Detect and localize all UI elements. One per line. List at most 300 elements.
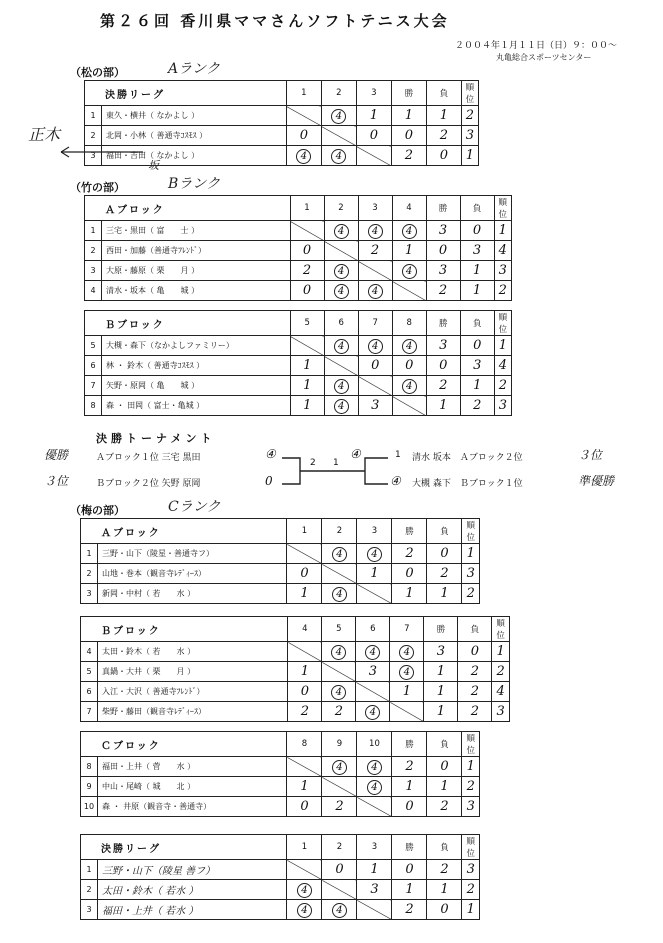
team-name: 太田・鈴木（ 若 水 ）: [98, 642, 288, 662]
col-header: 3: [356, 81, 391, 106]
take-block-b-table: [84, 310, 512, 416]
col-header: 負: [427, 519, 462, 544]
tournament-score: 1: [333, 458, 339, 468]
table-title: Ｂブロック: [81, 617, 288, 642]
table-row: [85, 126, 479, 146]
col-header: 順位: [462, 835, 480, 860]
row-number: 2: [85, 241, 102, 261]
rank-value: 1: [462, 757, 480, 777]
score-cell: 4: [367, 780, 382, 795]
diagonal-cell: [286, 106, 321, 126]
rank-value: 2: [462, 584, 480, 604]
matsu-section-label: （松の部）: [70, 66, 125, 79]
score-cell: 4: [368, 284, 383, 299]
table-row: [85, 106, 479, 126]
row-number: 8: [85, 396, 102, 416]
row-number: 1: [81, 544, 98, 564]
score-cell: 2: [288, 702, 322, 722]
score-cell: 4: [402, 379, 417, 394]
table-title: Ｂブロック: [85, 311, 291, 336]
table-row: [85, 241, 512, 261]
table-row: [81, 797, 480, 817]
table-row: [85, 221, 512, 241]
tournament-score: 1: [395, 450, 401, 460]
rank-value: 2: [462, 777, 480, 797]
diagonal-cell: [290, 336, 324, 356]
team-name: 三野・山下（陵星・善通寺フ）: [98, 544, 287, 564]
col-header: 順位: [461, 81, 478, 106]
col-header: 勝: [392, 835, 427, 860]
rank-value: 3: [462, 797, 480, 817]
loss-count: 1: [460, 281, 494, 301]
col-header: 4: [392, 196, 426, 221]
loss-count: 1: [427, 584, 462, 604]
table-row: [81, 900, 480, 920]
loss-count: 2: [458, 702, 492, 722]
rank-value: 3: [462, 564, 480, 584]
score-cell: 4: [334, 284, 349, 299]
table-row: [81, 860, 480, 880]
team-name: 大槻・森下（なかよしファミリー）: [102, 336, 291, 356]
loss-count: 2: [458, 682, 492, 702]
rank-value: 1: [494, 336, 511, 356]
ume-block-c-table: [80, 731, 480, 817]
tournament-score: 0: [265, 474, 273, 488]
ume-section-label: （梅の部）: [70, 504, 125, 517]
win-count: 1: [424, 702, 458, 722]
tournament-entry: Ｂブロック２位 矢野 原岡: [96, 479, 201, 489]
row-number: 9: [81, 777, 98, 797]
score-cell: 0: [290, 281, 324, 301]
table-title: 決勝リーグ: [85, 81, 287, 106]
score-cell: 0: [392, 356, 426, 376]
win-count: 1: [392, 584, 427, 604]
col-header: 4: [288, 617, 322, 642]
row-number: 3: [85, 146, 102, 166]
col-header: 負: [427, 835, 462, 860]
diagonal-cell: [287, 544, 322, 564]
col-header: 1: [287, 519, 322, 544]
loss-count: 2: [458, 662, 492, 682]
win-count: 0: [392, 797, 427, 817]
col-header: 2: [321, 81, 356, 106]
table-row: [81, 880, 480, 900]
score-cell: 4: [368, 339, 383, 354]
score-cell: 3: [358, 396, 392, 416]
team-name: 入江・大沢（ 善通寺ﾌﾚﾝﾄﾞ）: [98, 682, 288, 702]
diagonal-cell: [358, 376, 392, 396]
diagonal-cell: [324, 241, 358, 261]
rank-value: 1: [461, 146, 478, 166]
win-count: 2: [392, 757, 427, 777]
team-name: 福田・上井（ 菅 水 ）: [98, 757, 287, 777]
tournament-note: 優勝: [44, 448, 69, 462]
loss-count: 1: [460, 376, 494, 396]
win-count: 1: [391, 106, 426, 126]
col-header: 6: [324, 311, 358, 336]
score-cell: 0: [290, 241, 324, 261]
diagonal-cell: [321, 126, 356, 146]
col-header: 1: [287, 835, 322, 860]
table-row: [81, 642, 510, 662]
col-header: 6: [356, 617, 390, 642]
team-name: 山地・巻本（観音寺ﾚﾃﾞｨｰｽ）: [98, 564, 287, 584]
loss-count: 0: [458, 642, 492, 662]
col-header: 2: [322, 835, 357, 860]
side-note: 坂: [148, 159, 159, 172]
diagonal-cell: [392, 396, 426, 416]
loss-count: 0: [460, 221, 494, 241]
loss-count: 2: [426, 126, 461, 146]
score-cell: 4: [402, 264, 417, 279]
row-number: 7: [81, 702, 98, 722]
team-name: 森 ・ 田岡（ 富士・亀城 ）: [102, 396, 291, 416]
tournament-note: ３位: [578, 448, 603, 462]
loss-count: 0: [426, 146, 461, 166]
score-cell: 4: [334, 339, 349, 354]
col-header: 9: [322, 732, 357, 757]
table-row: [81, 564, 480, 584]
col-header: 3: [357, 519, 392, 544]
col-header: 勝: [392, 519, 427, 544]
loss-count: 3: [460, 356, 494, 376]
tournament-entry: 大槻 森下 Ｂブロック１位: [412, 479, 523, 489]
rank-value: 1: [462, 544, 480, 564]
tournament-entry: Ａブロック１位 三宅 黒田: [96, 453, 201, 463]
table-title: Ａブロック: [81, 519, 287, 544]
team-name: 矢野・原岡（ 亀 城 ）: [102, 376, 291, 396]
row-number: 1: [81, 860, 98, 880]
score-cell: 1: [392, 241, 426, 261]
win-count: 0: [392, 564, 427, 584]
diagonal-cell: [287, 757, 322, 777]
rank-value: 3: [461, 126, 478, 146]
win-count: 3: [426, 261, 460, 281]
win-count: 0: [391, 126, 426, 146]
score-cell: 4: [331, 149, 346, 164]
table-row: [81, 777, 480, 797]
team-name: 西田・加藤（善通寺ﾌﾚﾝﾄﾞ）: [102, 241, 291, 261]
score-cell: 4: [331, 109, 346, 124]
col-header: 負: [458, 617, 492, 642]
row-number: 1: [85, 221, 102, 241]
rank-value: 3: [494, 396, 511, 416]
row-number: 4: [81, 642, 98, 662]
col-header: 5: [290, 311, 324, 336]
col-header: 勝: [392, 732, 427, 757]
table-row: [85, 356, 512, 376]
score-cell: 4: [365, 645, 380, 660]
score-cell: 2: [358, 241, 392, 261]
col-header: 8: [392, 311, 426, 336]
score-cell: 1: [357, 860, 392, 880]
loss-count: 1: [427, 880, 462, 900]
table-row: [81, 544, 480, 564]
col-header: 10: [357, 732, 392, 757]
score-cell: 4: [367, 547, 382, 562]
score-cell: 1: [290, 356, 324, 376]
score-cell: 0: [322, 860, 357, 880]
event-date: ２００４年１月１１日（日）９：００～: [455, 41, 618, 51]
loss-count: 0: [460, 336, 494, 356]
table-title: Ａブロック: [85, 196, 291, 221]
tournament-score: 2: [310, 458, 316, 468]
col-header: 順位: [494, 311, 511, 336]
win-count: 1: [392, 880, 427, 900]
diagonal-cell: [357, 900, 392, 920]
team-name: 東久・横井（ なかよし ）: [102, 106, 287, 126]
score-cell: 1: [390, 682, 424, 702]
team-name: 清水・坂本（ 亀 城 ）: [102, 281, 291, 301]
col-header: 勝: [391, 81, 426, 106]
side-note: 正木: [28, 125, 61, 144]
col-header: 3: [357, 835, 392, 860]
col-header: 7: [358, 311, 392, 336]
loss-count: 2: [427, 564, 462, 584]
table-row: [81, 682, 510, 702]
win-count: 1: [424, 682, 458, 702]
win-count: 3: [426, 336, 460, 356]
table-row: [85, 376, 512, 396]
score-cell: 4: [365, 705, 380, 720]
tournament-note: ３位: [44, 474, 69, 488]
table-row: [81, 584, 480, 604]
table-row: [85, 281, 512, 301]
rank-value: 1: [492, 642, 510, 662]
col-header: 1: [290, 196, 324, 221]
col-header: 順位: [494, 196, 512, 221]
score-cell: 4: [334, 379, 349, 394]
col-header: 順位: [492, 617, 510, 642]
row-number: 4: [85, 281, 102, 301]
team-name: 柴野・藤田（観音寺ﾚﾃﾞｨｰｽ）: [98, 702, 288, 722]
score-cell: 4: [297, 903, 312, 918]
score-cell: 0: [286, 126, 321, 146]
col-header: 負: [460, 196, 494, 221]
score-cell: 1: [356, 106, 391, 126]
row-number: 2: [85, 126, 102, 146]
score-cell: 2: [322, 797, 357, 817]
diagonal-cell: [357, 797, 392, 817]
row-number: 5: [81, 662, 98, 682]
row-number: 7: [85, 376, 102, 396]
tournament-note: 準優勝: [578, 474, 615, 488]
col-header: 3: [358, 196, 392, 221]
row-number: 3: [85, 261, 102, 281]
table-row: [85, 261, 512, 281]
score-cell: 3: [356, 662, 390, 682]
row-number: 5: [85, 336, 102, 356]
row-number: 2: [81, 564, 98, 584]
team-name: 太田・鈴木（ 若水 ）: [98, 880, 287, 900]
rank-value: 2: [492, 662, 510, 682]
diagonal-cell: [324, 356, 358, 376]
ume-block-b-table: [80, 616, 510, 722]
score-cell: 1: [287, 584, 322, 604]
score-cell: 4: [334, 224, 349, 239]
col-header: 7: [390, 617, 424, 642]
tournament-score: ④: [265, 447, 276, 461]
table-row: [85, 336, 512, 356]
loss-count: 1: [426, 106, 461, 126]
win-count: 2: [426, 376, 460, 396]
score-cell: 4: [399, 665, 414, 680]
win-count: 2: [426, 281, 460, 301]
diagonal-cell: [356, 146, 391, 166]
page-title: 第２６回 香川県ママさんソフトテニス大会: [100, 12, 450, 30]
row-number: 10: [81, 797, 98, 817]
score-cell: 4: [334, 399, 349, 414]
loss-count: 2: [427, 797, 462, 817]
score-cell: 1: [288, 662, 322, 682]
row-number: 1: [85, 106, 102, 126]
col-header: 8: [287, 732, 322, 757]
loss-count: 0: [427, 544, 462, 564]
score-cell: 0: [287, 797, 322, 817]
team-name: 森 ・ 井原（観音寺・善通寺）: [98, 797, 287, 817]
row-number: 6: [81, 682, 98, 702]
team-name: 林 ・ 鈴木（ 善通寺ｺｽﾓｽ ）: [102, 356, 291, 376]
table-title: Ｃブロック: [81, 732, 287, 757]
score-cell: 4: [297, 883, 312, 898]
col-header: 2: [322, 519, 357, 544]
ume-block-a-table: [80, 518, 480, 604]
loss-count: 3: [460, 241, 494, 261]
rank-value: 2: [494, 376, 511, 396]
rank-value: 3: [462, 860, 480, 880]
loss-count: 1: [460, 261, 494, 281]
col-header: 2: [324, 196, 358, 221]
score-cell: 4: [402, 339, 417, 354]
col-header: 勝: [426, 196, 460, 221]
win-count: 2: [391, 146, 426, 166]
win-count: 2: [392, 544, 427, 564]
loss-count: 2: [460, 396, 494, 416]
col-header: 勝: [426, 311, 460, 336]
score-cell: 4: [367, 760, 382, 775]
rank-value: 2: [494, 281, 512, 301]
loss-count: 2: [427, 860, 462, 880]
take-rank-note: Bランク: [168, 176, 221, 192]
diagonal-cell: [288, 642, 322, 662]
score-cell: 3: [357, 880, 392, 900]
row-number: 6: [85, 356, 102, 376]
rank-value: 4: [494, 241, 512, 261]
table-row: [81, 757, 480, 777]
team-name: 大原・藤原（ 栗 月 ）: [102, 261, 291, 281]
score-cell: 4: [402, 224, 417, 239]
loss-count: 0: [427, 900, 462, 920]
diagonal-cell: [357, 584, 392, 604]
score-cell: 4: [296, 149, 311, 164]
rank-value: 3: [492, 702, 510, 722]
tournament-title: 決勝トーナメント: [96, 432, 216, 445]
score-cell: 2: [290, 261, 324, 281]
score-cell: 0: [287, 564, 322, 584]
diagonal-cell: [390, 702, 424, 722]
rank-value: 2: [461, 106, 478, 126]
take-block-a-table: [84, 195, 512, 301]
table-title: 決勝リーグ: [81, 835, 287, 860]
row-number: 3: [81, 584, 98, 604]
score-cell: 1: [287, 777, 322, 797]
col-header: 5: [322, 617, 356, 642]
take-section-label: （竹の部）: [70, 181, 125, 194]
rank-value: 4: [494, 356, 511, 376]
team-name: 新岡・中村（ 若 水 ）: [98, 584, 287, 604]
table-row: [85, 396, 512, 416]
diagonal-cell: [287, 860, 322, 880]
diagonal-cell: [290, 221, 324, 241]
tournament-score: ④: [390, 474, 401, 488]
win-count: 0: [392, 860, 427, 880]
score-cell: 2: [322, 702, 356, 722]
diagonal-cell: [322, 662, 356, 682]
score-cell: 4: [368, 224, 383, 239]
table-row: [85, 146, 479, 166]
bracket-lines: [280, 450, 390, 490]
col-header: 負: [426, 81, 461, 106]
row-number: 3: [81, 900, 98, 920]
diagonal-cell: [392, 281, 426, 301]
rank-value: 1: [462, 900, 480, 920]
score-cell: 4: [399, 645, 414, 660]
ume-rank-note: Cランク: [168, 499, 221, 515]
table-row: [81, 662, 510, 682]
tournament-score: ④: [350, 447, 361, 461]
col-header: 順位: [462, 732, 480, 757]
table-row: [81, 702, 510, 722]
team-name: 北岡・小林（ 善通寺ｺｽﾓｽ ）: [102, 126, 287, 146]
win-count: 2: [392, 900, 427, 920]
win-count: 3: [424, 642, 458, 662]
team-name: 福田・吉田（ なかよし ）: [102, 146, 287, 166]
score-cell: 4: [331, 685, 346, 700]
diagonal-cell: [322, 880, 357, 900]
col-header: 1: [286, 81, 321, 106]
team-name: 三宅・黒田（ 富 士 ）: [102, 221, 291, 241]
team-name: 中山・尾崎（ 城 北 ）: [98, 777, 287, 797]
score-cell: 4: [332, 760, 347, 775]
score-cell: 4: [332, 547, 347, 562]
event-venue: 丸亀総合スポーツセンター: [496, 53, 592, 62]
tournament-entry: 清水 坂本 Ａブロック２位: [412, 453, 523, 463]
win-count: 0: [426, 241, 460, 261]
score-cell: 0: [358, 356, 392, 376]
score-cell: 1: [357, 564, 392, 584]
rank-value: 3: [494, 261, 512, 281]
col-header: 負: [460, 311, 494, 336]
loss-count: 0: [427, 757, 462, 777]
diagonal-cell: [358, 261, 392, 281]
ume-final-league-table: [80, 834, 480, 920]
score-cell: 4: [331, 645, 346, 660]
diagonal-cell: [356, 682, 390, 702]
team-name: 真鍋・大井（ 栗 月 ）: [98, 662, 288, 682]
win-count: 1: [426, 396, 460, 416]
matsu-rank-note: Aランク: [168, 61, 220, 77]
win-count: 1: [392, 777, 427, 797]
score-cell: 4: [332, 587, 347, 602]
col-header: 勝: [424, 617, 458, 642]
rank-value: 1: [494, 221, 512, 241]
score-cell: 0: [288, 682, 322, 702]
matsu-final-league-table: [84, 80, 479, 166]
row-number: 2: [81, 880, 98, 900]
score-cell: 1: [290, 376, 324, 396]
rank-value: 4: [492, 682, 510, 702]
rank-value: 2: [462, 880, 480, 900]
